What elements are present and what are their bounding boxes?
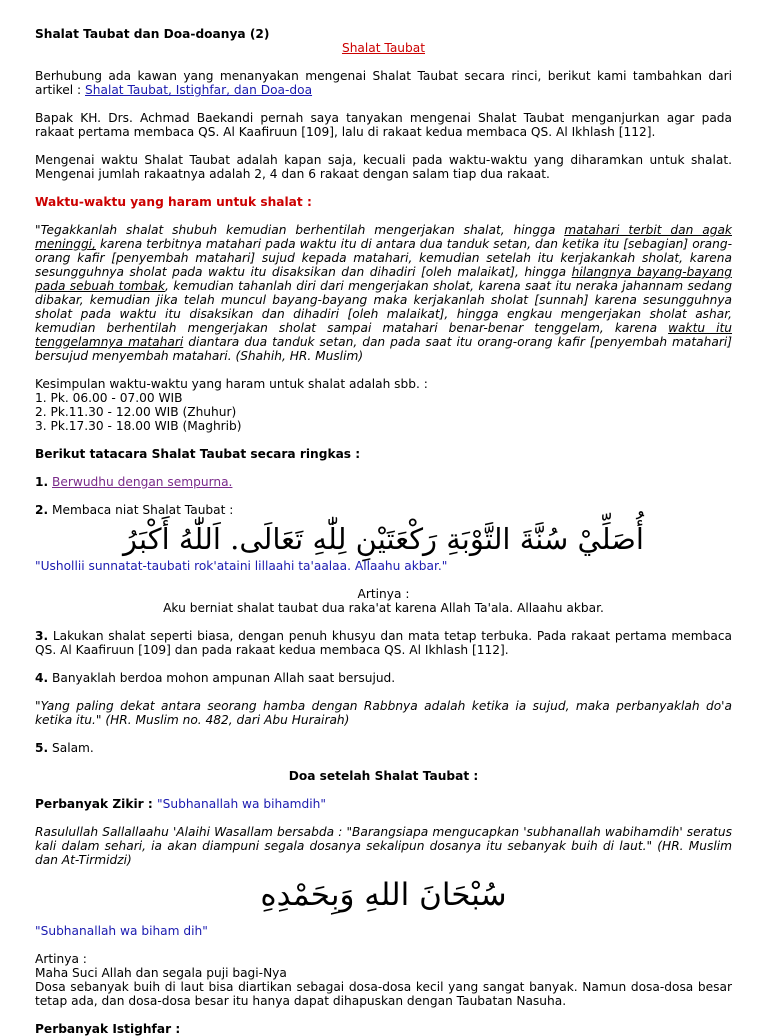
kesimpulan-item: 2. Pk.11.30 - 12.00 WIB (Zhuhur) (35, 405, 237, 419)
sujud-quote: "Yang paling dekat antara seorang hamba dengan Rabbnya adalah ketika ia sujud, maka perbanyaklah do'a ketika itu." (HR. Muslim no. 482, dari Abu Hurairah) (35, 699, 732, 727)
niat-latin: "Ushollii sunnatat-taubati rok'ataini lillaahi ta'aalaa. Allaahu akbar." (35, 559, 448, 573)
kesimpulan-intro: Kesimpulan waktu-waktu yang haram untuk shalat adalah sbb. : (35, 377, 428, 391)
hadith-paragraph: "Tegakkanlah shalat shubuh kemudian berhentilah mengerjakan shalat, hingga matahari terbit dan agak meninggi, karena terbitnya matahari pada waktu itu di antara dua tanduk setan, dan ketika itu [sebagian] orang-orang kafir [penyembah matahari] sujud kepada matahari, kemudian setelah itu kerjakankah sholat, karena sesungguhnya sholat pada waktu itu disaksikan dan dihadiri [oleh malaikat], hingga hilangnya bayang-bayang pada sebuah tombak, kemudian tahanlah diri dari mengerjakan sholat, karena saat itu neraka jahannam sedang dibakar, kemudian jika telah muncul bayang-bayang maka kerjakanlah sholat [sunnah] karena sesungguhnya sholat pada waktu itu disaksikan dan dihadiri [oleh malaikat], hingga engkau mengerjakan sholat ashar, kemudian berhentilah mengerjakan sholat sampai matahari benar-benar tenggelam, karena waktu itu tenggelamnya matahari diantara dua tanduk setan, dan pada saat itu orang-orang kafir [penyembah matahari] bersujud menyembah matahari. (Shahih, HR. Muslim) (35, 223, 733, 363)
zikir-arti-label: Artinya : (35, 952, 87, 966)
wudhu-link[interactable]: Berwudhu dengan sempurna. (52, 475, 233, 489)
title-row (35, 27, 732, 41)
step-5: 5. Salam. (35, 741, 94, 755)
zikir-arabic-text: سُبْحَانَ اللهِ وَبِحَمْدِهِ (260, 877, 507, 913)
kesimpulan-item: 3. Pk.17.30 - 18.00 WIB (Maghrib) (35, 419, 242, 433)
document-title: Shalat Taubat dan Doa-doanya (2) (35, 27, 270, 41)
haram-heading: Waktu-waktu yang haram untuk shalat : (35, 195, 312, 209)
zikir-line: Perbanyak Zikir : "Subhanallah wa bihamdih" (35, 797, 327, 811)
dosa-paragraph: Dosa sebanyak buih di laut bisa diartikan sebagai dosa-dosa kecil yang sangat banyak. Namun dosa-dosa besar tetap ada, dan dosa-dosa besar itu hanya dapat dihapuskan dengan Taubatan Nasuha. (35, 980, 732, 1008)
section-heading: Shalat Taubat (341, 41, 426, 55)
niat-arti: Aku berniat shalat taubat dua raka'at karena Allah Ta'ala. Allaahu akbar. (163, 601, 604, 615)
intro-paragraph: Berhubung ada kawan yang menanyakan mengenai Shalat Taubat secara rinci, berikut kami tambahkan dari artikel : Shalat Taubat, Istighfar, dan Doa-doa (35, 69, 732, 97)
step-4: 4. Banyaklah berdoa mohon ampunan Allah saat bersujud. (35, 671, 396, 685)
step-1: 1. Berwudhu dengan sempurna. (35, 475, 233, 489)
step-3: 3. Lakukan shalat seperti biasa, dengan penuh khusyu dan mata tetap terbuka. Pada rakaat pertama membaca QS. Al Kaafiruun [109] dan pada rakaat kedua membaca QS. Al Ikhlash [112]. (35, 629, 732, 657)
rasul-quote: Rasulullah Sallallaahu 'Alaihi Wasallam bersabda : "Barangsiapa mengucapkan 'subhanallah wabihamdih' seratus kali dalam sehari, ia akan diampuni segala dosanya sekalipun dosanya itu sebanyak buih di laut." (HR. Muslim dan At-Tirmidzi) (35, 825, 732, 867)
istighfar-heading: Perbanyak Istighfar : (35, 1022, 181, 1036)
zikir-arti: Maha Suci Allah dan segala puji bagi-Nya (35, 966, 287, 980)
kesimpulan-item: 1. Pk. 06.00 - 07.00 WIB (35, 391, 183, 405)
waktu-paragraph: Mengenai waktu Shalat Taubat adalah kapan saja, kecuali pada waktu-waktu yang diharamkan untuk shalat. Mengenai jumlah rakaatnya adalah 2, 4 dan 6 rakaat dengan salam tiap dua rakaat. (35, 153, 732, 181)
zikir-latin: "Subhanallah wa biham dih" (35, 924, 208, 938)
baekandi-paragraph: Bapak KH. Drs. Achmad Baekandi pernah saya tanyakan mengenai Shalat Taubat menganjurkan agar pada rakaat pertama membaca QS. Al Kaafiruun [109], lalu di rakaat kedua membaca QS. Al Ikhlash [112]. (35, 111, 732, 139)
step-2: 2. Membaca niat Shalat Taubat : (35, 503, 234, 517)
niat-arabic-text: أُصَلِّيْ سُنَّةَ التَّوْبَةِ رَكْعَتَيْنِ لِلّٰهِ تَعَالَى. اَللّٰهُ أَكْبَرُ (123, 522, 644, 556)
tatacara-heading: Berikut tatacara Shalat Taubat secara ringkas : (35, 447, 361, 461)
intro-article-link[interactable]: Shalat Taubat, Istighfar, dan Doa-doa (85, 83, 313, 97)
kesimpulan-block (35, 377, 732, 433)
doa-heading: Doa setelah Shalat Taubat : (288, 769, 479, 783)
niat-arti-label: Artinya : (357, 587, 410, 601)
